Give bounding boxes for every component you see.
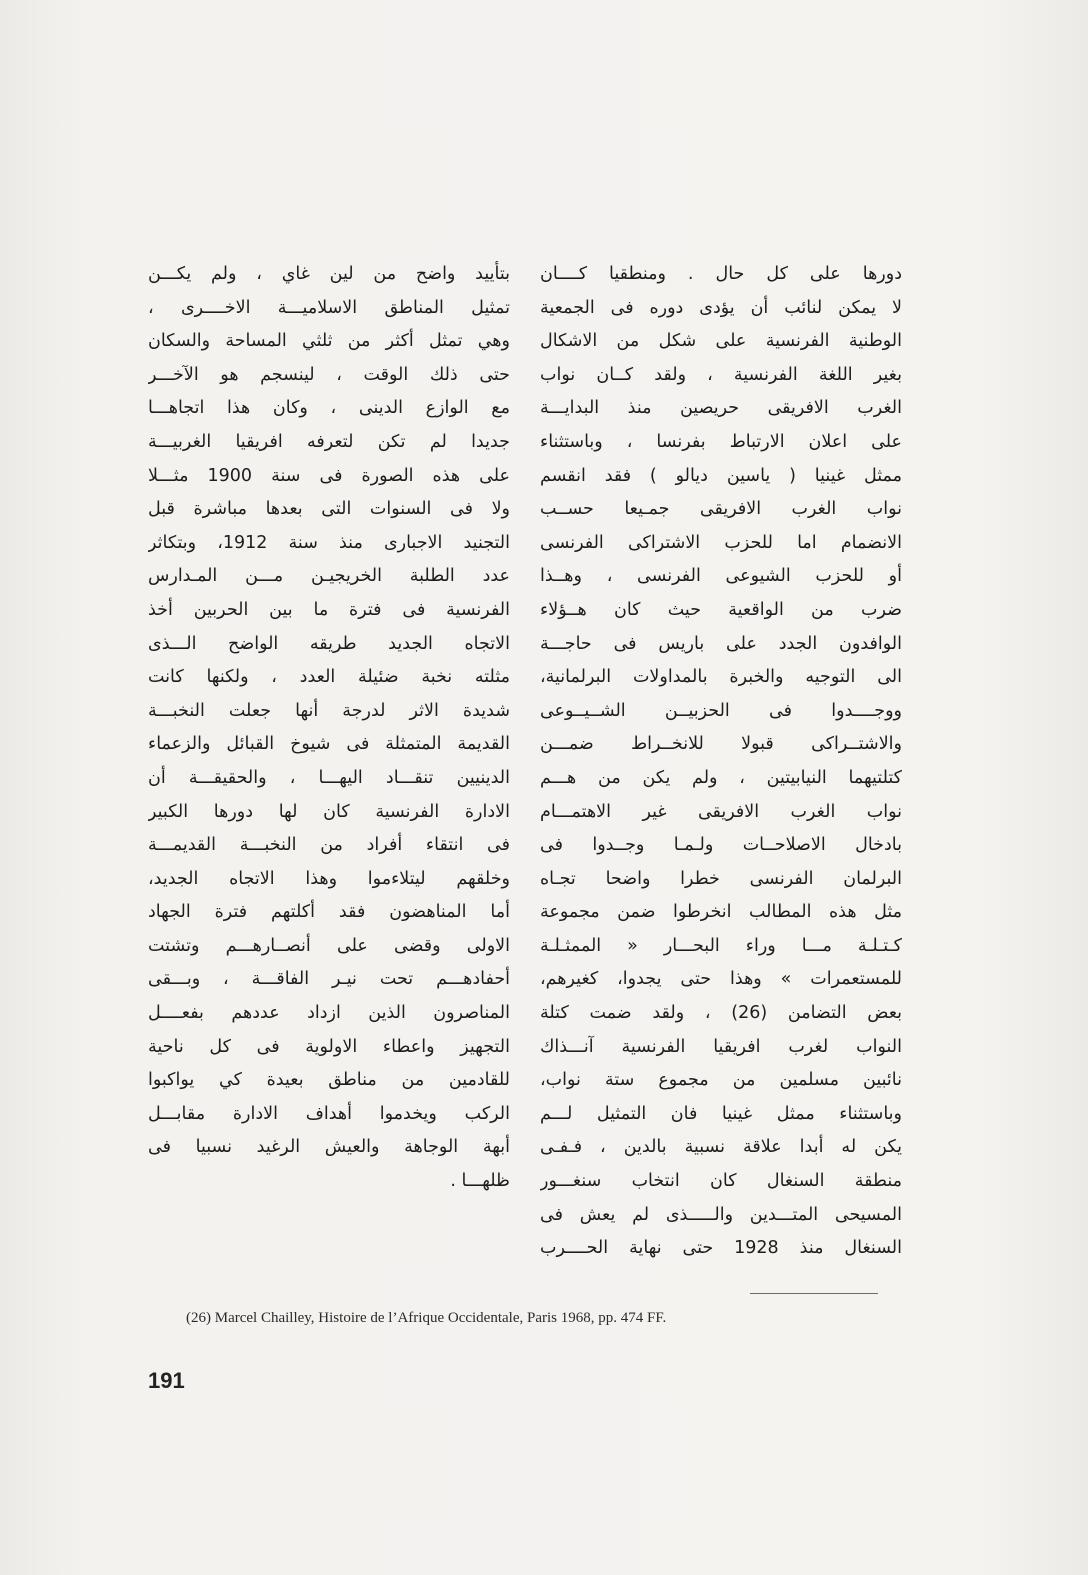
right-column-line: الى التوجيه والخبرة بالمداولات البرلمانية، [540, 667, 902, 688]
right-column-line: منطقة السنغال كان انتخاب سنغـــور [540, 1171, 902, 1192]
left-column-line: أما المناهضون فقد أكلتهم فترة الجهاد [148, 902, 510, 923]
right-column-line: الوطنية الفرنسية على شكل من الاشكال [540, 331, 902, 352]
left-column-line: للقادمين من مناطق بعيدة كي يواكبوا [148, 1070, 510, 1091]
right-column-line: والاشتــراكى قبولا للانخــراط ضمـــن [540, 734, 902, 755]
right-column-line: نواب الغرب الافريقى غير الاهتمـــام [540, 801, 902, 822]
left-column-line: الدينيين تنقـــاد اليهـــا ، والحقيقـــة أن [148, 767, 510, 788]
right-column-line: بادخال الاصلاحــات ولـمـا وجــدوا فى [540, 835, 902, 856]
right-column-line: البرلمان الفرنسى خطرا واضحا تجـاه [540, 868, 902, 889]
footnote-rule [750, 1293, 878, 1294]
right-column-line: ممثل غينيا ( ياسين ديالو ) فقد انقسم [540, 465, 902, 486]
left-column-line: أحفادهـــم تحت نيـر الفاقـــة ، وبـــقى [148, 969, 510, 990]
right-column-line: بعض التضامن (26) ، ولقد ضمت كتلة [540, 1003, 902, 1024]
left-column-line: مثلته نخبة ضئيلة العدد ، ولكنها كانت [148, 667, 510, 688]
right-column-line: كتلتيهما النيابيتين ، ولم يكن من هـــم [540, 767, 902, 788]
left-column-line: ظلهـــا . [450, 1171, 510, 1192]
right-column-line: ووجــــدوا فى الحزبيــن الشــيــوعى [540, 700, 902, 721]
right-column-line: دورها على كل حال . ومنطقيا كــــان [540, 264, 902, 284]
right-column-line: المسيحى المتـــدين والـــــذى لم يعش فى [540, 1204, 902, 1225]
right-column-line: أو للحزب الشيوعى الفرنسى ، وهــذا [540, 566, 902, 587]
left-column-line: فى انتقاء أفراد من النخبـــة القديمـــة [148, 835, 510, 856]
right-column-line: النواب لغرب افريقيا الفرنسية آنـــذاك [540, 1036, 902, 1057]
right-column-line: يكن له أبدا علاقة نسبية بالدين ، فـفـى [540, 1137, 902, 1158]
left-column-line: المناصرون الذين ازداد عددهم بفعــــل [148, 1003, 510, 1024]
left-column-line: التجهيز واعطاء الاولوية فى كل ناحية [148, 1036, 510, 1057]
left-column-line: تمثيل المناطق الاسلاميـــة الاخــــرى ، [148, 297, 510, 318]
right-column-line: نائبين مسلمين من مجموع ستة نواب، [540, 1070, 902, 1091]
left-column-line: الفرنسية فى فترة ما بين الحربين أخذ [148, 599, 510, 620]
right-column-line: ضرب من الواقعية حيث كان هــؤلاء [540, 599, 902, 620]
left-column-line: مع الوازع الدينى ، وكان هذا اتجاهـــا [148, 398, 510, 419]
left-column-line: حتى ذلك الوقت ، لينسجم هو الآخـــر [148, 364, 510, 385]
left-column-line: بتأييد واضح من لين غاي ، ولم يكـــن [148, 264, 510, 284]
left-column-line: وهي تمثل أكثر من ثلثي المساحة والسكان [148, 331, 510, 352]
left-column-line: أبهة الوجاهة والعيش الرغيد نسبيا فى [148, 1137, 510, 1158]
right-column-line: للمستعمرات » وهذا حتى يجدوا، كغيرهم، [540, 969, 902, 990]
right-column-line: الانضمام اما للحزب الاشتراكى الفرنسى [540, 532, 902, 553]
left-column-line: شديدة الاثر لدرجة أنها جعلت النخبـــة [148, 700, 510, 721]
text-column-left [148, 258, 510, 1199]
right-column-line: مثل هذه المطالب انخرطوا ضمن مجموعة [540, 902, 902, 923]
page-number: 191 [148, 1368, 185, 1393]
right-column-line: الوافدون الجدد على باريس فى حاجـــة [540, 633, 902, 654]
right-column-line: السنغال منذ 1928 حتى نهاية الحــــرب [540, 1238, 902, 1259]
right-column-line: الغرب الافريقى حريصين منذ البدايـــة [540, 398, 902, 419]
left-column-line: التجنيد الاجبارى منذ سنة 1912، وبتكاثر [148, 532, 510, 553]
footnote: (26) Marcel Chailley, Histoire de l’Afrique Occidentale, Paris 1968, pp. 474 FF. [186, 1310, 667, 1326]
left-column-line: جديدا لم تكن لتعرفه افريقيا الغربيـــة [148, 431, 510, 452]
right-column-line: بغير اللغة الفرنسية ، ولقد كــان نواب [540, 364, 902, 385]
right-column-line: على اعلان الارتباط بفرنسا ، وباستثناء [540, 431, 902, 452]
left-column-line: عدد الطلبة الخريجيـن مـــن المـدارس [148, 566, 510, 587]
text-column-right [540, 258, 902, 1266]
right-column-line: وباستثناء ممثل غينيا فان التمثيل لـــم [540, 1103, 902, 1124]
left-column-line: القديمة المتمثلة فى شيوخ القبائل والزعماء [148, 734, 510, 755]
left-column-line: ولا فى السنوات التى بعدها مباشرة قبل [148, 499, 510, 520]
left-column-line: الادارة الفرنسية كان لها دورها الكبير [148, 801, 510, 822]
left-column-line: الاتجاه الجديد طريقه الواضح الـــذى [148, 633, 510, 654]
right-column-line: نواب الغرب الافريقى جمـيعا حســب [540, 499, 902, 520]
right-column-line: كـتـلـة مـــا وراء البحـــار « الممثـلـة [540, 935, 902, 956]
right-column-line: لا يمكن لنائب أن يؤدى دوره فى الجمعية [540, 297, 902, 318]
left-column-line: الركب ويخدموا أهداف الادارة مقابـــل [148, 1103, 510, 1124]
left-column-line: الاولى وقضى على أنصــارهـــم وتشتت [148, 935, 510, 956]
left-column-line: على هذه الصورة فى سنة 1900 مثـــلا [148, 465, 510, 486]
left-column-line: وخلقهم ليتلاءموا وهذا الاتجاه الجديد، [148, 868, 510, 889]
